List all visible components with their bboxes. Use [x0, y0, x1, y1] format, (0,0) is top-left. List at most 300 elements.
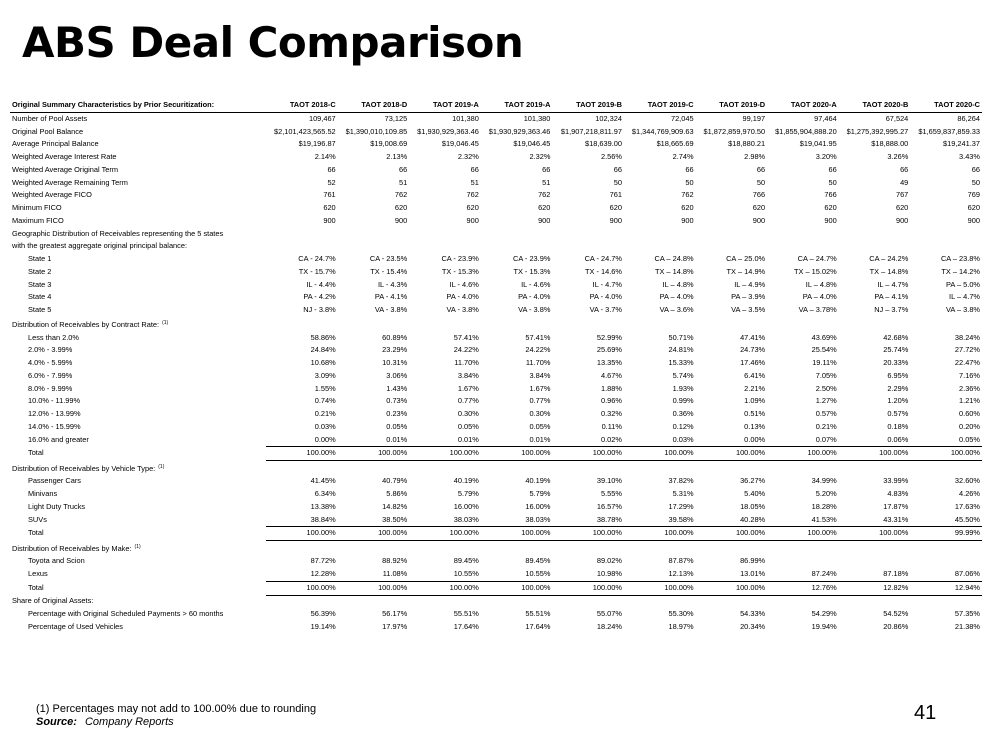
table-cell	[409, 461, 481, 476]
table-cell: 57.41%	[453, 332, 479, 342]
table-cell: 0.02%	[601, 434, 622, 444]
table-cell: 6.95%	[887, 370, 909, 380]
table-cell: 0.96%	[601, 396, 622, 406]
table-cell: 4.83%	[887, 489, 909, 498]
table-cell: 0.01%	[386, 434, 408, 444]
table-cell: 66	[900, 164, 909, 174]
table-cell	[696, 228, 768, 241]
table-cell: 56.17%	[382, 609, 408, 619]
table-cell: 88.92%	[382, 556, 408, 566]
table-cell: 762	[538, 190, 551, 200]
table-cell: 12.82%	[839, 581, 911, 595]
table-column-header: TAOT 2019-C	[624, 99, 696, 112]
table-row	[10, 253, 982, 266]
table-cell: 761	[323, 190, 336, 200]
table-cell: 100.00%	[910, 447, 982, 461]
row-label-text: Percentage of Used Vehicles	[28, 622, 123, 631]
table-cell: 49	[900, 177, 909, 187]
table-cell: 97,464	[814, 113, 837, 123]
table-cell: $19,041.95	[799, 139, 837, 149]
table-cell	[839, 555, 911, 568]
row-label-text: 10.0% - 11.99%	[28, 396, 81, 406]
row-label-text: Weighted Average Original Term	[12, 164, 118, 174]
table-cell: 87.18%	[883, 569, 909, 578]
table-cell: 10.31%	[382, 358, 408, 367]
table-cell: 100.00%	[552, 527, 624, 541]
row-label-text: Distribution of Receivables by Vehicle Type:	[12, 463, 156, 473]
table-cell: VA - 3.7%	[589, 305, 622, 314]
table-cell: 100.00%	[409, 581, 481, 595]
row-label-text: SUVs	[28, 514, 47, 524]
table-cell: 20.33%	[883, 358, 909, 367]
table-cell: 100.00%	[624, 581, 696, 595]
table-cell: 0.03%	[672, 434, 694, 444]
table-cell: 620	[967, 203, 980, 212]
table-cell: 51	[470, 177, 479, 187]
table-cell: 16.00%	[525, 501, 551, 511]
table-cell	[910, 595, 982, 608]
table-cell: 99,197	[742, 113, 766, 123]
table-cell: 0.01%	[529, 434, 551, 444]
table-cell: 3.84%	[457, 370, 479, 380]
table-cell: 100.00%	[552, 581, 624, 595]
table-row	[10, 395, 982, 408]
table-cell: 0.07%	[815, 434, 837, 444]
table-cell: 620	[538, 203, 551, 212]
table-cell: CA - 23.5%	[369, 254, 408, 263]
table-cell: 66	[327, 164, 336, 174]
table-cell: 0.11%	[601, 421, 622, 431]
table-cell: 18.05%	[740, 501, 766, 511]
table-cell: 55.51%	[453, 609, 479, 619]
table-cell: 3.84%	[529, 370, 551, 380]
table-cell: 769	[967, 190, 980, 200]
table-cell	[767, 317, 839, 332]
row-label-text: Distribution of Receivables by Make:	[12, 543, 132, 553]
table-cell: 39.58%	[668, 514, 694, 524]
table-cell: 66	[756, 164, 766, 174]
table-cell: 0.05%	[529, 421, 551, 431]
table-cell: $19,046.45	[513, 139, 551, 149]
table-cell: 0.57%	[815, 409, 837, 418]
table-cell: IL - 4.7%	[592, 279, 622, 289]
table-cell: 620	[466, 203, 479, 212]
row-label	[10, 447, 266, 461]
table-cell: 11.08%	[382, 569, 408, 578]
table-column-header: TAOT 2020-B	[839, 99, 911, 112]
table-cell: 5.55%	[601, 489, 622, 498]
row-label	[10, 568, 266, 581]
table-cell: 89.02%	[596, 556, 622, 566]
table-cell: 1.67%	[457, 383, 479, 393]
table-cell: 24.81%	[668, 345, 694, 355]
table-cell: 47.41%	[740, 332, 766, 342]
table-header-row	[10, 99, 982, 112]
table-cell: 4.67%	[601, 370, 622, 380]
table-cell: 0.57%	[887, 409, 909, 418]
table-cell: 15.33%	[668, 358, 694, 367]
row-label-text: State 5	[28, 305, 52, 314]
page-number: 41	[914, 702, 937, 724]
table-cell: $18,888.00	[871, 139, 909, 149]
table-cell: 50	[756, 177, 766, 187]
row-label	[10, 317, 266, 332]
table-cell: 0.20%	[959, 421, 980, 431]
table-row	[10, 240, 982, 253]
table-cell	[552, 541, 624, 556]
table-row	[10, 434, 982, 447]
table-cell: 1.09%	[744, 396, 766, 406]
table-cell: CA – 24.8%	[654, 254, 694, 263]
row-label	[10, 408, 266, 421]
table-cell: 1.67%	[529, 383, 551, 393]
table-cell: CA - 24.7%	[298, 254, 336, 263]
table-cell: 38.24%	[954, 332, 980, 342]
table-row	[10, 266, 982, 279]
table-cell: VA – 3.5%	[731, 305, 766, 314]
table-cell	[696, 541, 768, 556]
table-cell: 900	[967, 215, 980, 225]
table-cell: 13.35%	[596, 358, 622, 367]
table-cell	[767, 555, 839, 568]
table-cell: 73,125	[384, 113, 408, 123]
table-cell: $19,241.37	[943, 139, 980, 149]
table-cell: 102,324	[595, 113, 622, 123]
row-label	[10, 151, 266, 164]
row-label-text: Percentage with Original Scheduled Payments > 60 months	[28, 609, 224, 619]
table-cell: TX - 15.3%	[441, 266, 479, 276]
table-cell	[266, 541, 338, 556]
table-cell: 900	[681, 215, 694, 225]
table-row	[10, 317, 982, 332]
source-text: Company Reports	[84, 716, 174, 728]
table-cell: 99.99%	[910, 527, 982, 541]
table-cell: NJ – 3.7%	[874, 305, 909, 314]
table-cell: 100.00%	[481, 447, 553, 461]
table-cell: 0.77%	[529, 396, 551, 406]
table-cell: 18.24%	[596, 622, 622, 631]
table-cell: TX – 14.8%	[869, 266, 909, 276]
table-cell	[767, 240, 839, 253]
table-cell: $19,046.45	[441, 139, 479, 149]
table-cell: 50.71%	[668, 332, 694, 342]
row-label-text: with the greatest aggregate original principal balance:	[12, 241, 188, 251]
table-cell: TX - 15.3%	[513, 266, 551, 276]
table-cell: 100.00%	[696, 527, 768, 541]
table-cell	[481, 317, 553, 332]
row-label-text: 6.0% - 7.99%	[28, 370, 73, 380]
table-cell: 41.45%	[310, 476, 336, 486]
table-cell: 100.00%	[266, 581, 338, 595]
table-cell: 3.20%	[815, 152, 837, 161]
table-cell: IL - 4.6%	[521, 279, 551, 289]
footnote-ref: (1)	[158, 463, 165, 470]
table-cell: 762	[466, 190, 479, 200]
table-cell: 900	[752, 215, 766, 225]
table-cell: 89.45%	[525, 556, 551, 566]
table-cell: VA - 3.8%	[446, 305, 479, 314]
table-cell	[767, 228, 839, 241]
table-cell: TX – 14.8%	[654, 266, 694, 276]
table-cell	[481, 595, 553, 608]
row-label	[10, 332, 266, 345]
row-label	[10, 370, 266, 383]
table-cell: 100.00%	[338, 447, 410, 461]
table-row	[10, 164, 982, 177]
table-cell: 33.99%	[883, 476, 909, 486]
table-cell: IL – 4.8%	[805, 279, 837, 289]
table-cell: 24.22%	[453, 345, 479, 355]
table-cell: 900	[323, 215, 336, 225]
table-cell: 40.19%	[525, 476, 551, 486]
table-cell: 23.29%	[382, 345, 408, 355]
table-row	[10, 112, 982, 125]
table-cell: TX – 14.9%	[726, 266, 766, 276]
table-cell: 19.14%	[310, 622, 336, 631]
table-cell: 17.63%	[954, 501, 980, 511]
table-cell: 3.09%	[314, 370, 336, 380]
table-cell	[839, 595, 911, 608]
source-label: Source:	[36, 716, 77, 728]
table-cell: TX - 14.6%	[585, 266, 622, 276]
table-cell: 100.00%	[338, 581, 410, 595]
table-row	[10, 344, 982, 357]
table-row	[10, 279, 982, 292]
table-cell: 66	[399, 164, 408, 174]
table-cell: 5.86%	[386, 489, 408, 498]
table-cell: $1,344,769,909.63	[631, 126, 694, 136]
row-label-text: Passenger Cars	[28, 476, 81, 486]
table-row	[10, 514, 982, 527]
table-cell: 0.74%	[314, 396, 336, 406]
row-label	[10, 475, 266, 488]
table-cell: 766	[752, 190, 766, 200]
table-cell	[552, 240, 624, 253]
table-cell	[481, 461, 553, 476]
table-cell	[266, 317, 338, 332]
row-label	[10, 189, 266, 202]
table-cell: 54.52%	[883, 609, 909, 619]
table-cell: 0.36%	[672, 409, 694, 418]
table-row	[10, 608, 982, 621]
table-cell: 100.00%	[266, 527, 338, 541]
table-row	[10, 581, 982, 595]
table-cell: 900	[895, 215, 909, 225]
table-cell: 0.12%	[672, 421, 694, 431]
table-cell: 2.14%	[314, 152, 336, 161]
table-cell: 50	[685, 177, 694, 187]
table-cell: 0.03%	[314, 421, 336, 431]
table-cell: PA - 4.1%	[374, 292, 408, 302]
table-cell: 100.00%	[767, 447, 839, 461]
table-row	[10, 408, 982, 421]
row-label-text: 8.0% - 9.99%	[28, 383, 73, 393]
table-cell: IL - 4.6%	[449, 279, 479, 289]
row-label-text: Lexus	[28, 569, 48, 579]
table-cell: 19.94%	[811, 622, 837, 631]
table-cell: PA – 4.1%	[874, 292, 909, 302]
table-column-header: TAOT 2019-A	[409, 99, 481, 112]
table-cell: PA - 4.0%	[446, 292, 479, 302]
table-cell: 27.72%	[954, 345, 980, 355]
table-column-header: TAOT 2020-A	[767, 99, 839, 112]
table-cell: 620	[752, 203, 766, 212]
table-cell: 0.21%	[815, 421, 837, 431]
table-cell: 6.41%	[744, 370, 766, 380]
table-cell: 67,524	[885, 113, 909, 123]
table-cell: 620	[895, 203, 909, 212]
table-cell: 100.00%	[624, 527, 696, 541]
row-label	[10, 228, 266, 241]
table-cell: 13.01%	[740, 569, 766, 578]
table-cell: 72,045	[670, 113, 694, 123]
table-cell: 100.00%	[481, 581, 553, 595]
table-cell: 6.34%	[314, 489, 336, 498]
table-cell: 58.86%	[310, 332, 336, 342]
table-row	[10, 291, 982, 304]
table-cell: 0.99%	[672, 396, 694, 406]
table-cell: 1.43%	[386, 383, 408, 393]
row-label	[10, 112, 266, 125]
table-cell: CA - 23.9%	[513, 254, 551, 263]
table-cell: 43.69%	[811, 332, 837, 342]
table-cell: 18.28%	[811, 501, 837, 511]
table-cell	[266, 461, 338, 476]
table-cell: 2.74%	[672, 152, 694, 161]
footnote: (1) Percentages may not add to 100.00% due to rounding	[36, 703, 317, 715]
table-cell	[624, 317, 696, 332]
table-cell: 17.46%	[740, 358, 766, 367]
table-cell: 50	[613, 177, 622, 187]
table-cell: CA – 24.2%	[869, 254, 909, 263]
table-cell	[409, 228, 481, 241]
table-cell: 17.64%	[525, 622, 551, 631]
table-cell: 39.10%	[596, 476, 622, 486]
table-cell: 620	[824, 203, 837, 212]
table-cell: 87.24%	[811, 569, 837, 578]
table-cell: PA – 5.0%	[946, 279, 980, 289]
table-cell: PA – 4.0%	[659, 292, 694, 302]
table-cell	[552, 317, 624, 332]
table-cell: 38.03%	[453, 514, 479, 524]
table-cell: TX - 15.7%	[298, 266, 336, 276]
table-cell	[552, 461, 624, 476]
table-cell: 11.70%	[454, 358, 479, 367]
table-cell: 54.29%	[811, 609, 837, 619]
row-label-text: Number of Pool Assets	[12, 113, 88, 123]
table-row	[10, 568, 982, 581]
table-row	[10, 215, 982, 228]
row-label-text: Weighted Average Interest Rate	[12, 152, 117, 161]
table-cell: 18.97%	[668, 622, 694, 631]
table-cell: 0.05%	[959, 434, 980, 444]
table-cell: $2,101,423,565.52	[274, 126, 336, 136]
table-cell	[624, 595, 696, 608]
row-label	[10, 434, 266, 447]
table-cell: 0.30%	[457, 409, 479, 418]
table-cell: CA – 23.8%	[940, 254, 980, 263]
table-cell: 900	[824, 215, 837, 225]
table-cell: 43.31%	[883, 514, 909, 524]
table-cell: 16.57%	[596, 501, 622, 511]
table-cell: 2.56%	[601, 152, 622, 161]
table-cell: 17.64%	[453, 622, 479, 631]
table-cell: 36.27%	[740, 476, 766, 486]
table-row	[10, 370, 982, 383]
table-cell: 12.13%	[668, 569, 694, 578]
row-label	[10, 501, 266, 514]
table-cell	[767, 541, 839, 556]
table-cell: 0.13%	[744, 421, 766, 431]
table-cell: 100.00%	[409, 447, 481, 461]
table-cell: 620	[394, 203, 408, 212]
table-cell: 32.60%	[954, 476, 980, 486]
row-label-text: Geographic Distribution of Receivables representing the 5 states	[12, 228, 224, 238]
row-label	[10, 215, 266, 228]
table-row	[10, 527, 982, 541]
table-cell: 100.00%	[338, 527, 410, 541]
row-label-text: Weighted Average FICO	[12, 190, 92, 200]
table-cell: 109,467	[308, 113, 336, 123]
table-row	[10, 304, 982, 317]
table-cell	[481, 541, 553, 556]
table-cell	[409, 541, 481, 556]
table-cell: TX – 14.2%	[941, 266, 980, 276]
row-label-text: Less than 2.0%	[28, 332, 79, 342]
table-cell: 2.13%	[386, 152, 408, 161]
table-cell: 55.30%	[668, 609, 694, 619]
table-cell: 38.78%	[596, 514, 622, 524]
table-cell: 38.03%	[525, 514, 551, 524]
table-cell	[338, 595, 410, 608]
table-cell: 0.77%	[457, 396, 479, 406]
table-cell: 620	[681, 203, 694, 212]
table-cell: 762	[681, 190, 694, 200]
table-cell: 51	[399, 177, 408, 187]
table-cell: 1.20%	[887, 396, 909, 406]
table-cell: 37.82%	[668, 476, 694, 486]
table-cell: $1,659,837,859.33	[918, 126, 980, 136]
table-row	[10, 189, 982, 202]
row-label-text: 4.0% - 5.99%	[28, 358, 73, 367]
table-cell: 1.88%	[601, 383, 622, 393]
row-label-text: 2.0% - 3.99%	[28, 345, 73, 355]
table-cell: VA – 3.6%	[659, 305, 694, 314]
table-cell: $19,196.87	[298, 139, 336, 149]
table-cell	[696, 317, 768, 332]
table-cell: 0.00%	[314, 434, 336, 444]
table-cell: 11.70%	[525, 358, 551, 367]
table-cell: 100.00%	[696, 447, 768, 461]
row-label	[10, 138, 266, 151]
table-cell: 5.40%	[744, 489, 766, 498]
table-row	[10, 151, 982, 164]
table-cell: 7.05%	[815, 370, 837, 380]
table-cell	[338, 317, 410, 332]
table-cell: $1,930,929,363.46	[417, 126, 479, 136]
row-label-text: State 3	[28, 279, 52, 289]
table-cell	[839, 240, 911, 253]
table-cell: 2.29%	[887, 383, 909, 393]
row-label-text: Minimum FICO	[12, 203, 62, 212]
row-label	[10, 266, 266, 279]
table-row	[10, 461, 982, 476]
table-cell: 66	[470, 164, 479, 174]
table-cell: 19.11%	[812, 358, 837, 367]
table-cell: CA – 24.7%	[797, 254, 837, 263]
table-cell: 101,380	[523, 113, 551, 123]
table-cell: 900	[538, 215, 551, 225]
